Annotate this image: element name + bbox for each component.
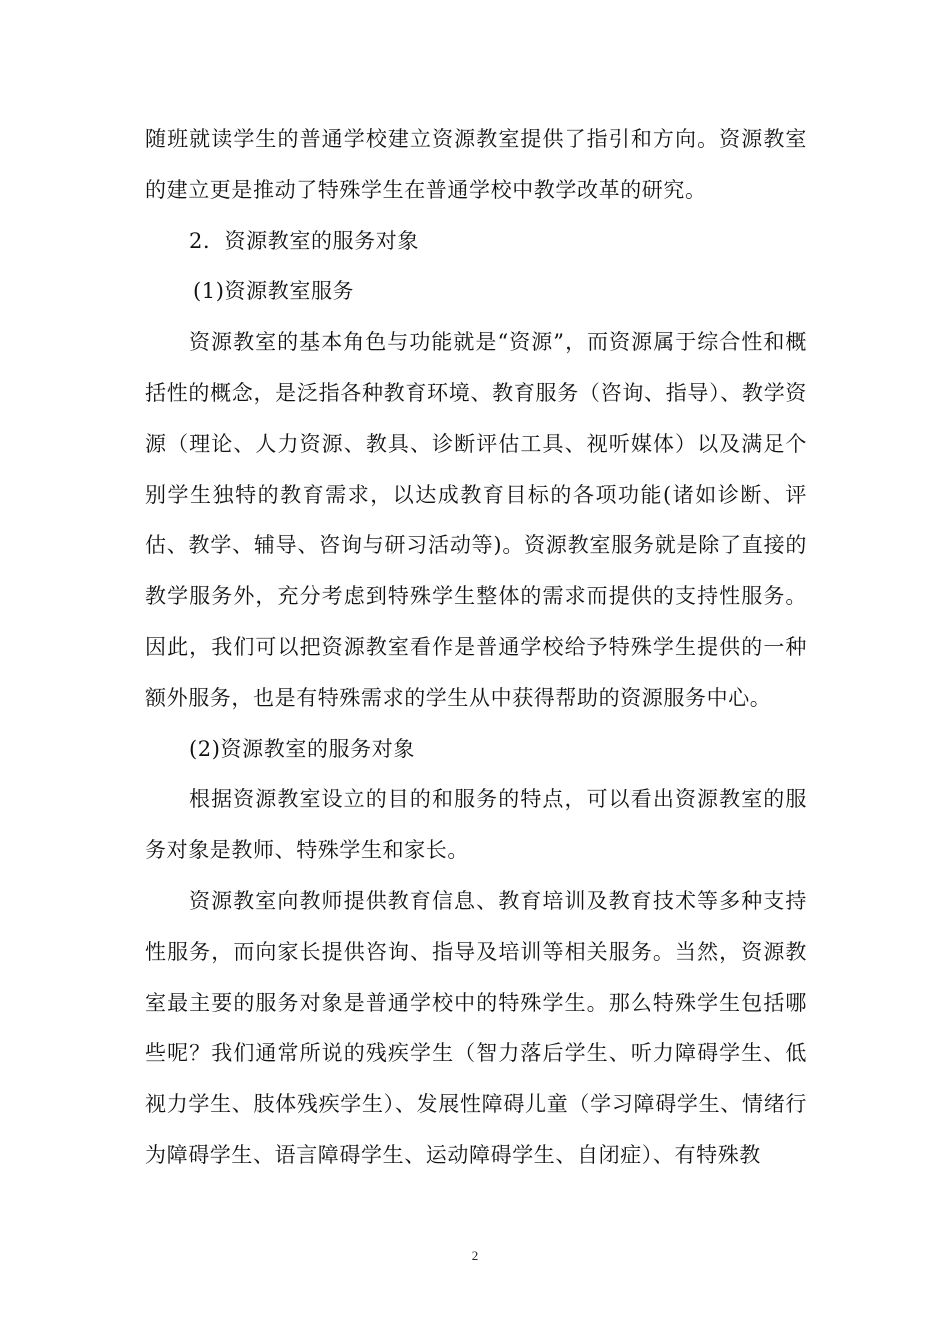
paragraph-resource-role: 资源教室的基本角色与功能就是“资源”，而资源属于综合性和概括性的概念，是泛指各种教育环境、教育服务（咨询、指导）、教学资源（理论、人力资源、教具、诊断评估工具、视听媒体）以及满足个别学生独特的教育需求，以达成教育目标的各项功能(诸如诊断、评估、教学、辅导、咨询与研习活动等)。资源教室服务就是除了直接的教学服务外，充分考虑到特殊学生整体的需求而提供的支持性服务。因此，我们可以把资源教室看作是普通学校给予特殊学生提供的一种额外服务，也是有特殊需求的学生从中获得帮助的资源服务中心。 bbox=[145, 330, 807, 710]
subsection-heading-service-targets: (2)资源教室的服务对象 bbox=[189, 736, 415, 761]
subsection-heading-resource-service: (1)资源教室服务 bbox=[193, 279, 355, 304]
body-text bbox=[145, 114, 807, 1181]
section-heading: 2．资源教室的服务对象 bbox=[189, 228, 419, 253]
page-number: 2 bbox=[471, 1248, 479, 1263]
paragraph-teacher-parent-services: 资源教室向教师提供教育信息、教育培训及教育技术等多种支持性服务，而向家长提供咨询、指导及培训等相关服务。当然，资源教室最主要的服务对象是普通学校中的特殊学生。那么特殊学生包括哪些呢？我们通常所说的残疾学生（智力落后学生、听力障碍学生、低视力学生、肢体残疾学生）、发展性障碍儿童（学习障碍学生、情绪行为障碍学生、语言障碍学生、运动障碍学生、自闭症）、有特殊教 bbox=[145, 888, 807, 1167]
paragraph-continuation: 随班就读学生的普通学校建立资源教室提供了指引和方向。资源教室的建立更是推动了特殊学生在普通学校中教学改革的研究。 bbox=[145, 127, 807, 202]
paragraph-service-targets: 根据资源教室设立的目的和服务的特点，可以看出资源教室的服务对象是教师、特殊学生和家长。 bbox=[145, 787, 807, 863]
